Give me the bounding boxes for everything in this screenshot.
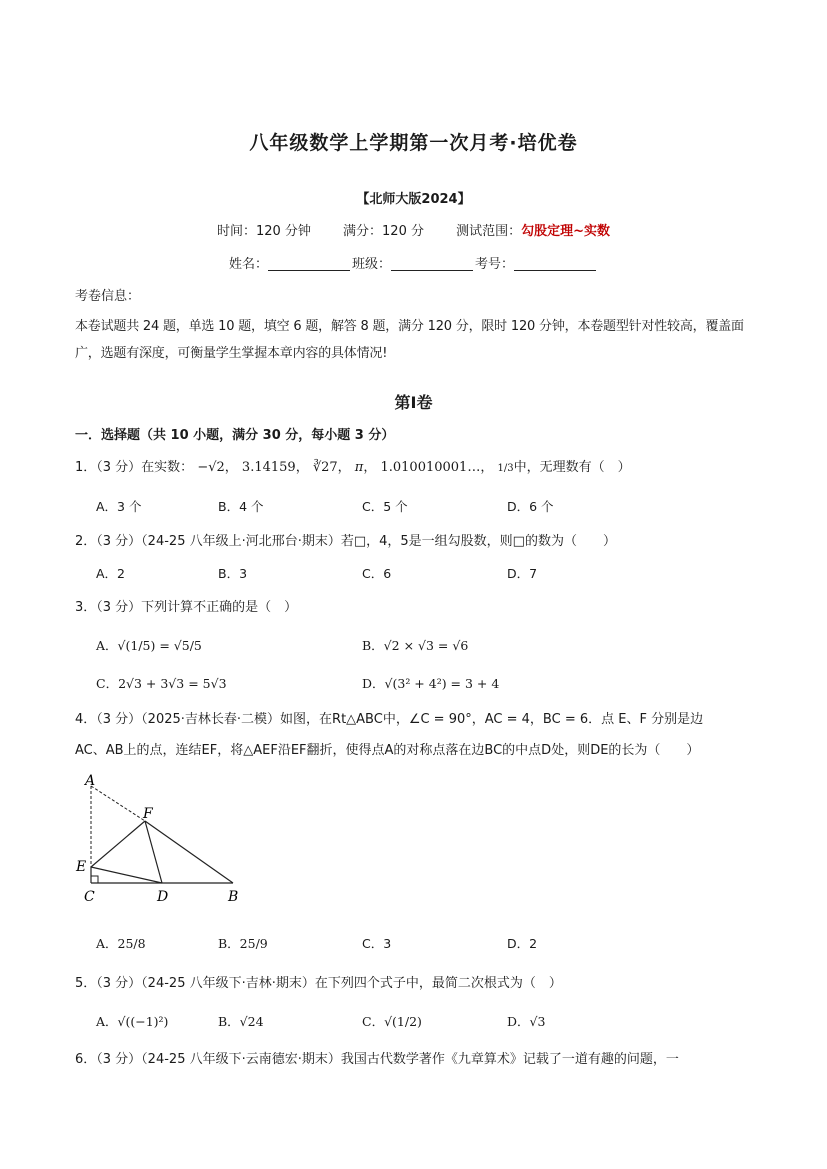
option-c[interactable]: C．√(1/2) xyxy=(362,1014,422,1029)
question-text: （3 分）（24-25 八年级下·云南德宏·期末）我国古代数学著作《九章算术》记载了一道有趣的问题，一 xyxy=(96,1052,679,1067)
term: 1/3 xyxy=(497,463,514,474)
exam-no-field[interactable] xyxy=(514,256,596,271)
right-angle-mark xyxy=(91,876,98,883)
label-f: F xyxy=(143,806,153,822)
option-b[interactable]: B．4 个 xyxy=(218,499,264,514)
term: −√2 xyxy=(197,460,225,475)
question-6 xyxy=(75,1048,679,1067)
question-number: 5． xyxy=(75,976,97,991)
question-text: 中，无理数有（ ） xyxy=(513,460,631,475)
label-b: B xyxy=(228,889,239,905)
edition-label: 【北师大版2024】 xyxy=(356,192,471,207)
option-c[interactable]: C．3 xyxy=(362,936,392,951)
option-a[interactable]: A．3 个 xyxy=(96,499,142,514)
option-b[interactable]: B．3 xyxy=(218,566,248,581)
option-b[interactable]: B．25/9 xyxy=(218,936,268,951)
info-heading: 考卷信息： xyxy=(75,289,141,304)
student-info-bar xyxy=(0,253,827,272)
option-c[interactable]: C．5 个 xyxy=(362,499,408,514)
question-5 xyxy=(75,972,562,991)
question-text: （3 分）（2025·吉林长春·二模）如图，在Rt△ABC中，∠C = 90°，AC = 4，BC = 6．点 E、F 分别是边 xyxy=(96,712,704,727)
name-field[interactable] xyxy=(268,256,350,271)
name-label: 姓名： xyxy=(228,257,268,272)
term: 3.14159 xyxy=(241,460,296,475)
term: ∛27 xyxy=(312,460,338,475)
option-d[interactable]: D．2 xyxy=(507,936,538,951)
info-text: 本卷试题共 24 题，单选 10 题，填空 6 题，解答 8 题，满分 120 分，限时 120 分钟，本卷题型针对性较高，覆盖面广，选题有深度，可衡量学生掌握本章内容的具体情况! xyxy=(75,319,744,361)
label-e: E xyxy=(76,859,87,875)
question-1: 1．（3 分）在实数： −√2， 3.14159， ∛27， π， 1.010010001…， 1/3中，无理数有（ ） xyxy=(75,460,631,475)
class-label: 班级： xyxy=(351,257,391,272)
page-title: 八年级数学上学期第一次月考·培优卷 xyxy=(249,132,578,154)
option-b[interactable]: B．√24 xyxy=(218,1014,264,1029)
exam-no-label: 考号： xyxy=(475,257,515,272)
range-value: 勾股定理~实数 xyxy=(521,224,611,239)
question-number: 1． xyxy=(75,460,97,475)
option-a[interactable]: A．2 xyxy=(96,566,126,581)
dashed-side-af xyxy=(91,786,145,821)
question-4-line-2: AC、AB上的点，连结EF，将△AEF沿EF翻折，使得点A的对称点落在边BC的中点D处，则DE的长为（ ） xyxy=(75,743,700,758)
segment-ed xyxy=(91,867,162,883)
question-text: （3 分）（24-25 八年级上·河北邢台·期末）若□，4，5是一组勾股数，则□的数为（ ） xyxy=(96,534,616,549)
class-field[interactable] xyxy=(391,256,473,271)
question-number: 3． xyxy=(75,600,97,615)
label-c: C xyxy=(84,889,95,905)
question-text: （3 分）（24-25 八年级下·吉林·期末）在下列四个式子中，最简二次根式为（ ） xyxy=(96,976,562,991)
triangle-figure xyxy=(70,772,260,907)
term: 1.010010001… xyxy=(380,460,481,475)
exam-meta xyxy=(0,220,827,239)
question-4-line-1 xyxy=(75,708,703,727)
label-d: D xyxy=(157,889,169,905)
segment-ef xyxy=(91,821,145,867)
segment-fd xyxy=(145,821,162,883)
volume-title: 第I卷 xyxy=(394,393,433,412)
question-number: 6． xyxy=(75,1052,97,1067)
option-d[interactable]: D．7 xyxy=(507,566,538,581)
time-label: 时间：120 分钟 xyxy=(216,224,311,239)
side-fb xyxy=(145,821,233,883)
option-d[interactable]: D．√3 xyxy=(507,1014,546,1029)
question-text: （3 分）下列计算不正确的是（ ） xyxy=(96,600,298,615)
term: π xyxy=(354,460,364,475)
option-a[interactable]: A．25/8 xyxy=(96,936,146,951)
option-a[interactable]: A．√((−1)²) xyxy=(96,1014,169,1029)
option-d[interactable]: D．√(3² + 4²) = 3 + 4 xyxy=(362,676,500,691)
label-a: A xyxy=(85,773,96,789)
score-label: 满分：120 分 xyxy=(343,224,424,239)
range-group xyxy=(456,224,610,239)
question-number: 4． xyxy=(75,712,97,727)
option-b[interactable]: B．√2 × √3 = √6 xyxy=(362,638,469,653)
question-2 xyxy=(75,530,616,549)
question-3 xyxy=(75,596,297,615)
option-c[interactable]: C．6 xyxy=(362,566,392,581)
option-a[interactable]: A．√(1/5) = √5/5 xyxy=(96,638,202,653)
option-c[interactable]: C．2√3 + 3√3 = 5√3 xyxy=(96,676,227,691)
section-title: 一．选择题（共 10 小题，满分 30 分，每小题 3 分） xyxy=(75,428,395,443)
option-d[interactable]: D．6 个 xyxy=(507,499,554,514)
range-label: 测试范围： xyxy=(456,224,522,239)
question-number: 2． xyxy=(75,534,97,549)
question-text: （3 分）在实数： xyxy=(96,460,194,475)
